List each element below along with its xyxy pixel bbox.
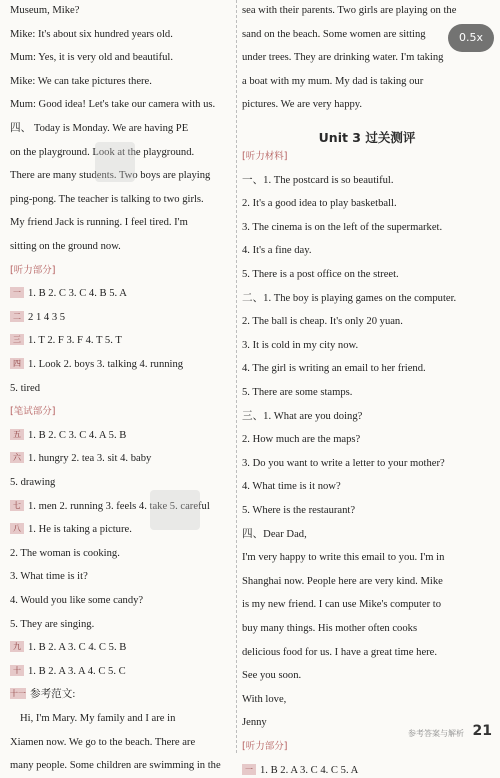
section-number-mark: 五 (10, 429, 24, 440)
line-text: on the playground. Look at the playground. (10, 146, 195, 158)
line-text: Jenny (242, 717, 267, 729)
section-number-mark: 九 (10, 641, 24, 652)
text-line (10, 547, 232, 561)
text-line (10, 358, 232, 372)
line-text: 3. It is cold in my city now. (242, 339, 359, 351)
watermark-stamp (150, 490, 200, 530)
line-text: 3. The cinema is on the left of the supermarket. (242, 221, 443, 233)
line-text: [听力材料] (242, 151, 288, 162)
line-text: 1. men 2. running 3. feels 4. take 5. careful (28, 500, 210, 512)
text-line (242, 480, 492, 494)
section-number-mark: 八 (10, 523, 24, 534)
text-line (10, 712, 232, 726)
line-text: 2. The woman is cooking. (10, 547, 120, 559)
line-text: many people. Some children are swimming in the (10, 760, 221, 772)
section-number-mark: 一 (10, 287, 24, 298)
text-line: a boat with my mum. My dad is taking our (242, 75, 424, 87)
unit-title: Unit 3 过关测评 (318, 130, 416, 145)
text-line (242, 551, 492, 565)
text-line (242, 669, 492, 683)
line-text: 1. B 2. A 3. A 4. C 5. C (28, 665, 126, 677)
text-line (242, 433, 492, 447)
line-text: 5. There are some stamps. (242, 387, 353, 398)
line-text: There are many students. Two boys are playing (10, 170, 211, 182)
line-text: Mum: Good idea! Let's take our camera with us. (10, 99, 216, 111)
text-line (10, 641, 232, 655)
line-text: is my new friend. I can use Mike's computer to (242, 599, 442, 611)
text-line (10, 665, 232, 679)
section-number-mark: 六 (10, 452, 24, 463)
line-text: My friend Jack is running. I feel tired. I'm (10, 217, 188, 229)
text-line (242, 528, 492, 542)
text-line (242, 598, 492, 612)
section-number-mark: 三 (10, 334, 24, 345)
text-line (242, 410, 492, 424)
line-text: [听力部分] (242, 741, 288, 752)
line-text: 1. T 2. F 3. F 4. T 5. T (28, 335, 122, 347)
section-heading (10, 264, 232, 278)
line-text: Mum: Yes, it is very old and beautiful. (10, 52, 174, 64)
line-text: 5. There is a post office on the street. (242, 269, 399, 280)
section-number-mark: 一 (242, 764, 256, 775)
right-column (242, 0, 492, 776)
line-text: 4. It's a fine day. (242, 245, 312, 257)
text-line (10, 75, 232, 89)
line-text: Mike: We can take pictures there. (10, 75, 152, 87)
text-line (242, 646, 492, 660)
line-text: 四、Dear Dad, (242, 528, 307, 540)
text-line: under trees. They are drinking water. I'm taking (242, 52, 444, 64)
text-line (242, 197, 492, 211)
zoom-badge[interactable]: 0.5x (448, 24, 494, 52)
line-text: 3. What time is it? (10, 571, 88, 583)
text-line (10, 429, 232, 443)
line-text: 1. B 2. A 3. C 4. C 5. A (260, 764, 359, 776)
text-line (242, 174, 492, 188)
section-number-mark: 十 (10, 665, 24, 676)
line-text: Museum, Mike? (10, 5, 80, 16)
line-text: 三、1. What are you doing? (242, 410, 363, 422)
watermark-stamp (95, 142, 135, 182)
line-text: 1. B 2. C 3. C 4. B 5. A (28, 288, 127, 300)
line-text: 2. It's a good idea to play basketball. (242, 198, 397, 210)
line-text: 4. The girl is writing an email to her friend. (242, 363, 426, 375)
text-line (10, 193, 232, 207)
line-text: 1. B 2. A 3. C 4. C 5. B (28, 642, 127, 654)
text-line (10, 759, 232, 773)
section-number-mark: 二 (10, 311, 24, 322)
column-divider (236, 0, 237, 753)
line-text: 5. tired (10, 382, 41, 394)
text-line: pictures. We are very happy. (242, 99, 363, 111)
section-heading (242, 740, 492, 754)
text-line (242, 622, 492, 636)
section-heading (10, 405, 232, 419)
line-text: 4. What time is it now? (242, 481, 341, 493)
text-line (242, 244, 492, 258)
text-line (10, 287, 232, 301)
line-text: Mike: It's about six hundred years old. (10, 28, 173, 40)
line-text: 1. He is taking a picture. (28, 524, 132, 536)
line-text: 参考范文: (30, 689, 76, 701)
text-line (242, 504, 492, 518)
line-text: delicious food for us. I have a great time here. (242, 646, 438, 658)
line-text: 1. B 2. C 3. C 4. A 5. B (28, 429, 127, 441)
section-number-mark: 十一 (10, 689, 26, 699)
text-line (242, 693, 492, 707)
text-line (10, 618, 232, 632)
text-line: sea with their parents. Two girls are playing on the (242, 5, 457, 16)
line-text: With love, (242, 693, 287, 705)
text-line (10, 122, 232, 136)
text-line (10, 4, 232, 18)
text-line (242, 339, 492, 353)
line-text: 4. Would you like some candy? (10, 595, 144, 606)
footer-label: 参考答案与解析 (408, 729, 464, 738)
line-text: 2. How much are the maps? (242, 434, 361, 446)
line-text: buy many things. His mother often cooks (242, 623, 418, 634)
text-line (10, 28, 232, 42)
text-line (10, 334, 232, 348)
text-line (242, 292, 492, 306)
line-text: 1. hungry 2. tea 3. sit 4. baby (28, 453, 152, 465)
text-line (10, 216, 232, 230)
text-line (10, 240, 232, 254)
line-text: Hi, I'm Mary. My family and I are in (20, 713, 176, 724)
text-line (242, 315, 492, 329)
text-line (242, 386, 492, 400)
line-text: sitting on the ground now. (10, 241, 121, 252)
line-text: 5. Where is the restaurant? (242, 505, 356, 516)
text-line: sand on the beach. Some women are sitting (242, 28, 426, 40)
text-line (10, 594, 232, 608)
text-line (10, 476, 232, 490)
line-text: 1. Look 2. boys 3. talking 4. running (28, 359, 184, 370)
line-text: ping-pong. The teacher is talking to two girls. (10, 193, 204, 205)
line-text: 四、 Today is Monday. We are having PE (10, 123, 189, 134)
line-text: Shanghai now. People here are very kind. Mike (242, 575, 443, 587)
line-text: [笔试部分] (10, 406, 56, 418)
line-text: 一、1. The postcard is so beautiful. (242, 174, 394, 186)
page-number: 21 (472, 723, 492, 739)
text-line (242, 764, 492, 778)
text-line (242, 575, 492, 589)
text-line (10, 452, 232, 466)
line-text: [听力部分] (10, 264, 56, 276)
left-column (10, 0, 232, 772)
line-text: 5. They are singing. (10, 618, 95, 630)
text-line (242, 268, 492, 282)
line-text: 5. drawing (10, 477, 56, 488)
text-line (10, 382, 232, 396)
section-number-mark: 七 (10, 500, 24, 511)
section-heading (242, 150, 492, 164)
line-text: 二、1. The boy is playing games on the computer. (242, 292, 457, 304)
text-line (10, 736, 232, 750)
text-line (10, 570, 232, 584)
line-text: 3. Do you want to write a letter to your mother? (242, 457, 445, 469)
line-text: Xiamen now. We go to the beach. There are (10, 736, 196, 748)
section-number-mark: 四 (10, 358, 24, 369)
line-text: 2 1 4 3 5 (28, 311, 66, 323)
text-line (10, 688, 232, 702)
text-line (242, 221, 492, 235)
text-line (242, 457, 492, 471)
text-line (10, 98, 232, 112)
line-text: 2. The ball is cheap. It's only 20 yuan. (242, 316, 403, 328)
line-text: I'm very happy to write this email to you. I'm in (242, 552, 445, 564)
text-line (242, 362, 492, 376)
text-line (10, 51, 232, 65)
line-text: See you soon. (242, 670, 302, 682)
text-line (10, 311, 232, 325)
